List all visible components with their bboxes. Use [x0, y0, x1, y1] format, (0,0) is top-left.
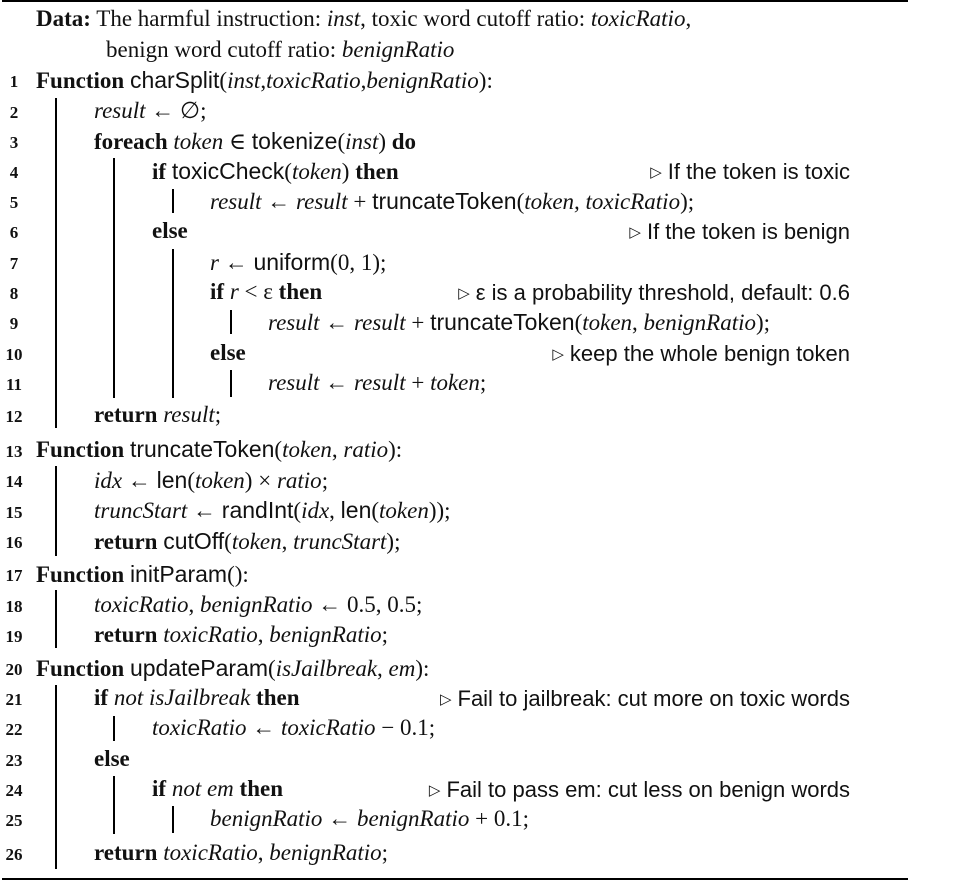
code-line-20: Function updateParam(isJailbreak, em): — [36, 655, 430, 681]
line-number: 14 — [5, 472, 23, 491]
code-line-22: toxicRatio ← toxicRatio − 0.1; — [152, 715, 436, 740]
code-line-19: return toxicRatio, benignRatio; — [94, 622, 389, 647]
code-line-26: return toxicRatio, benignRatio; — [94, 840, 389, 865]
top-rule — [2, 0, 908, 2]
code-line-13: Function truncateToken(token, ratio): — [36, 436, 403, 462]
bottom-rule — [2, 878, 908, 880]
comment-line-8: ▷ ε is a probability threshold, default: 0.6 — [458, 280, 850, 305]
indent-bar — [55, 590, 57, 648]
line-number: 2 — [9, 103, 19, 122]
indent-bar — [113, 776, 115, 834]
line-number: 4 — [9, 163, 19, 182]
comment-triangle-icon: ▷ — [552, 346, 564, 363]
comment-triangle-icon: ▷ — [439, 691, 452, 708]
code-line-18: toxicRatio, benignRatio ← 0.5, 0.5; — [94, 592, 423, 617]
comment-line-10: ▷ keep the whole benign token — [552, 341, 850, 366]
code-line-2: result ← ∅; — [94, 98, 207, 123]
code-line-16: return cutOff(token, truncStart); — [94, 528, 401, 554]
line-number: 12 — [5, 407, 23, 426]
line-number: 6 — [9, 223, 19, 242]
line-number: 22 — [5, 720, 23, 739]
code-line-1: Function charSplit(inst,toxicRatio,benignRatio): — [36, 67, 493, 93]
indent-bar — [55, 98, 57, 428]
line-number: 11 — [5, 375, 23, 394]
indent-bar — [230, 310, 232, 334]
code-line-7: r ← uniform(0, 1); — [210, 249, 387, 275]
indent-bar — [113, 158, 115, 398]
indent-bar — [55, 685, 57, 869]
line-number: 24 — [5, 781, 23, 800]
line-number: 23 — [5, 751, 23, 770]
comment-line-24: ▷ Fail to pass em: cut less on benign words — [428, 777, 850, 802]
indent-bar — [230, 370, 232, 397]
data-line-1: Data: The harmful instruction: inst, toxic word cutoff ratio: toxicRatio, — [36, 6, 692, 31]
code-line-8: if r < ε then — [210, 279, 323, 304]
code-line-10: else — [210, 340, 246, 365]
comment-line-4: ▷ If the token is toxic — [650, 159, 850, 184]
indent-bar — [172, 189, 174, 213]
line-number: 20 — [5, 660, 23, 679]
line-number: 19 — [5, 627, 23, 646]
code-line-4: if toxicCheck(token) then — [152, 158, 399, 184]
indent-bar — [172, 806, 174, 833]
code-line-24: if not em then — [152, 776, 283, 801]
comment-line-6: ▷ If the token is benign — [629, 219, 850, 244]
line-number: 18 — [5, 597, 23, 616]
code-line-9: result ← result + truncateToken(token, benignRatio); — [268, 309, 771, 335]
comment-triangle-icon: ▷ — [428, 782, 441, 799]
indent-bar — [55, 466, 57, 556]
line-number: 3 — [9, 133, 19, 152]
line-number: 7 — [9, 254, 19, 273]
code-line-14: idx ← len(token) × ratio; — [94, 467, 329, 493]
line-number: 17 — [5, 566, 23, 585]
line-number: 1 — [9, 72, 19, 91]
line-number: 15 — [5, 503, 23, 522]
line-number: 10 — [5, 345, 23, 364]
line-number: 21 — [5, 690, 23, 709]
line-number: 26 — [5, 845, 23, 864]
comment-triangle-icon: ▷ — [458, 285, 470, 302]
code-line-17: Function initParam(): — [36, 561, 249, 587]
line-number: 9 — [9, 314, 19, 333]
data-line-2: benign word cutoff ratio: benignRatio — [106, 37, 455, 62]
indent-bar — [113, 716, 115, 741]
line-number: 16 — [5, 533, 23, 552]
line-number: 8 — [9, 284, 19, 303]
data-label: Data: — [36, 6, 91, 31]
indent-bar — [172, 249, 174, 398]
code-line-12: return result; — [94, 402, 222, 427]
code-line-6: else — [152, 218, 188, 243]
code-line-11: result ← result + token; — [268, 370, 487, 395]
comment-triangle-icon: ▷ — [650, 164, 662, 181]
code-line-3: foreach token ∈ tokenize(inst) do — [94, 128, 417, 154]
code-line-15: truncStart ← randInt(idx, len(token)); — [94, 497, 451, 523]
code-line-23: else — [94, 746, 130, 771]
comment-line-21: ▷ Fail to jailbreak: cut more on toxic words — [439, 686, 850, 711]
line-number: 5 — [9, 193, 19, 212]
line-number: 25 — [5, 811, 23, 830]
comment-triangle-icon: ▷ — [629, 224, 641, 241]
code-line-25: benignRatio ← benignRatio + 0.1; — [210, 806, 529, 831]
code-line-21: if not isJailbreak then — [94, 685, 300, 710]
code-line-5: result ← result + truncateToken(token, toxicRatio); — [210, 188, 695, 214]
line-number: 13 — [5, 442, 23, 461]
